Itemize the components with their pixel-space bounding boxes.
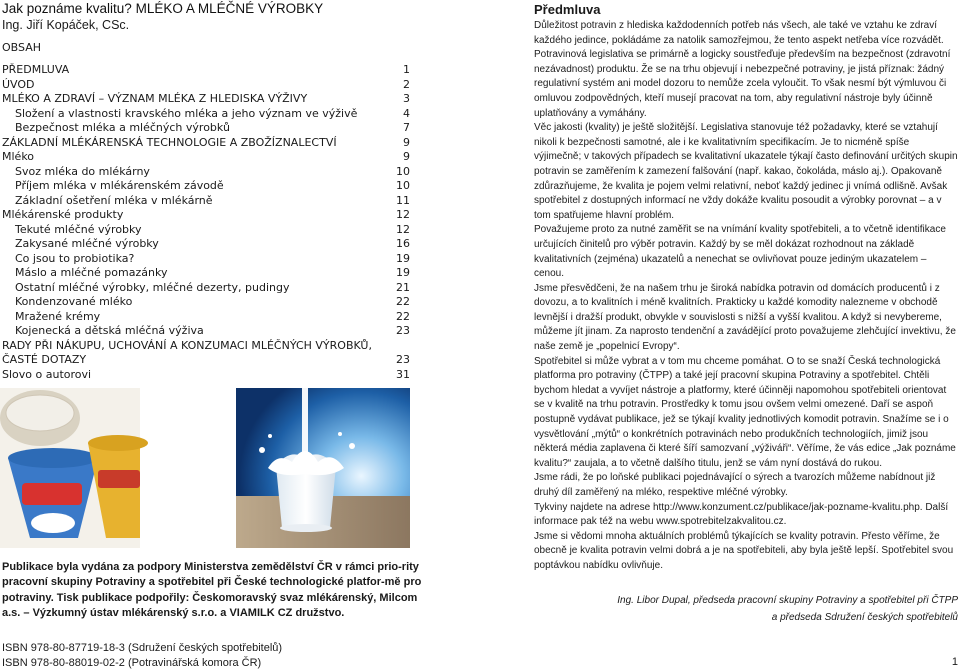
- toc-entry: [2, 368, 410, 383]
- toc-entry-page: 16: [396, 237, 410, 250]
- toc-entry: [2, 63, 410, 78]
- toc-entry-label: RADY PŘI NÁKUPU, UCHOVÁNÍ A KONZUMACI MLÉČNÝCH VÝROBKŮ,: [2, 338, 372, 352]
- toc-entry-page: 4: [403, 106, 410, 120]
- toc-entry: [2, 223, 410, 238]
- toc-entry: [2, 107, 410, 122]
- toc-entry-label: Mražené krémy: [15, 309, 101, 323]
- toc-entry-label: Svoz mléka do mlékárny: [15, 164, 150, 178]
- toc-entry-page: 19: [396, 266, 410, 279]
- table-of-contents: [2, 63, 410, 382]
- toc-entry-page: 7: [403, 121, 410, 134]
- author: Ing. Jiří Kopáček, CSc.: [2, 18, 130, 32]
- preface-paragraph: Jsme rádi, že po loňské publikaci pojednávající o sýrech a tvarozích můžeme nabídnout již druhý díl zaměřený na mléko, respektive mléčné výrobky.: [534, 472, 936, 498]
- toc-entry-page: 11: [396, 193, 410, 207]
- signature-line: a předseda Sdružení českých spotřebitelů: [771, 611, 958, 623]
- preface-paragraph: Potravinová legislativa se primárně a logicky soustřeďuje především na bezpečnost (zdravotní nezávadnost) produktu. Že se na trhu objevují i nebezpečné potraviny, je jistá příznak: žádný regulativní systém ani model dozoru to nemůže zcela vyloučit. To však nesmí být výmluvou či omluvou zodpovědných, kteří musejí pracovat na tom, aby regulativní nástroje byly účinně uplatňovány a vymáhány.: [534, 49, 951, 119]
- toc-entry-label: Máslo a mléčné pomazánky: [15, 266, 168, 279]
- toc-entry-page: 23: [396, 353, 410, 366]
- preface-paragraph: Spotřebitel si může vybrat a v tom mu chceme pomáhat. O to se snaží Česká technologická platforma pro potraviny (ČTPP) a také její pracovní skupina Potraviny a spotřebitel. Chtěli bychom hledat a vyvíjet nástroje a platformy, které účinněji napomohou spotřebiteli orientovat se v kvalitě na trhu potravin. Prostředky k tomu jsou ovšem velmi omezené. Daří se aspoň postupně vydávat publikace, jež se týkají kvality jednotlivých komodit potravin. Snažíme se i o vysvětlování „mýtů“ o konkrétních potravinách nebo produkčních technologiích, jimiž jsou některá média zaplavena či které šíří samozvaní „výživáři“. Věříme, že vás edice „Jak poznáme kvalitu?“ zaujala, a to včetně dalšího titulu, jenž se vám nyní dostává do rukou.: [534, 355, 956, 469]
- toc-entry-page: 23: [396, 324, 410, 337]
- toc-entry-page: 3: [403, 92, 410, 105]
- toc-entry-label: ÚVOD: [2, 77, 35, 91]
- toc-entry-label: ČASTÉ DOTAZY: [2, 353, 87, 366]
- toc-entry-label: ZÁKLADNÍ MLÉKÁRENSKÁ TECHNOLOGIE A ZBOŽÍZNALECTVÍ: [2, 135, 337, 149]
- toc-entry-label: Mlékárenské produkty: [2, 208, 124, 221]
- toc-entry-label: PŘEDMLUVA: [2, 63, 70, 76]
- preface-paragraph: Jsme přesvědčeni, že na našem trhu je široká nabídka potravin od domácích producentů i z dovozu, a to kvalitních i méně kvalitních. Prakticky u každé komodity nalezneme v obchodě levnější i dražší produkt, obvykle v souvislosti s nižší a vyšší kvalitou. A když si nevybereme, můžeme jít jinam. Za naprosto tendenční a zavádějící proto považujeme zlehčující invektivu, že naše země je „popelnicí Evropy“.: [534, 282, 956, 353]
- toc-entry-label: Ostatní mléčné výrobky, mléčné dezerty, pudingy: [15, 280, 290, 294]
- toc-entry-page: 2: [403, 77, 410, 91]
- toc-entry: [2, 339, 410, 354]
- toc-entry: [2, 150, 410, 165]
- toc-entry-page: 22: [396, 309, 410, 323]
- contents-heading: OBSAH: [2, 41, 41, 54]
- toc-entry-page: 19: [396, 251, 410, 265]
- preface-paragraph: Důležitost potravin z hlediska každodenních potřeb nás všech, ale také ve vztahu ke zdraví každého jedince, pokládáme za natolik samozřejmou, že tento aspekt netřeba více rozvádět.: [534, 20, 944, 46]
- toc-entry: [2, 92, 410, 107]
- toc-entry-page: 12: [396, 208, 410, 221]
- preface-paragraph: Tykviny najdete na adrese http://www.konzument.cz/publikace/jak-pozname-kvalitu.php. Další informace pak též na webu www.spotrebitelzakvalitou.cz.: [534, 501, 949, 528]
- toc-entry: [2, 324, 410, 339]
- toc-entry: [2, 136, 410, 151]
- toc-entry: [2, 237, 410, 252]
- preface-paragraph: Považujeme proto za nutné zaměřit se na vnímání kvality spotřebiteli, a to včetně identifikace určujících činitelů pro výběr potravin. Každý by se měl dokázat rozhodnout na základě kvalitativních (zejména) ukazatelů a nenechat se ovlivňovat pouze jediným ukazatelem – cenou.: [534, 224, 946, 280]
- isbn-line: ISBN 978-80-88019-02-2 (Potravinářská komora ČR): [2, 657, 262, 669]
- toc-entry-page: 12: [396, 222, 410, 236]
- toc-entry-page: 9: [403, 135, 410, 149]
- left-column: [2, 0, 410, 382]
- preface-signature: [534, 592, 958, 626]
- toc-entry: [2, 165, 410, 180]
- toc-entry: [2, 78, 410, 93]
- isbn-line: ISBN 978-80-87719-18-3 (Sdružení českých spotřebitelů): [2, 642, 283, 654]
- preface-paragraph: Věc jakosti (kvality) je ještě složitější. Legislativa stanovuje též požadavky, které se vztahují nikoli k bezpečnosti samotné, ale i ke kvalitativním specifikacím. Je to nicméně spíše výjimečně; v takových případech se kvalitativní ukazatele týkají často definování určitých skupin potravin se zaměřením k zamezení falšování (např. kakao, čokoláda, máslo aj.). Opakovaně zdůrazňujeme, že kvalita je pojem velmi relativní, neboť každý jedinec ji vnímá odlišně. Avšak spotřebitel z dostupných informací ne vždy dokáže kvalitu posoudit a výrobky porovnat – a v tom spatřujeme hlavní problém.: [534, 122, 958, 221]
- toc-entry: [2, 281, 410, 296]
- toc-entry: [2, 179, 410, 194]
- toc-entry-label: Bezpečnost mléka a mléčných výrobků: [15, 121, 230, 134]
- toc-entry: [2, 295, 410, 310]
- toc-entry-page: 31: [396, 367, 410, 381]
- toc-entry-label: Kondenzované mléko: [15, 295, 133, 308]
- toc-entry-label: Co jsou to probiotika?: [15, 251, 135, 265]
- toc-entry-label: MLÉKO A ZDRAVÍ – VÝZNAM MLÉKA Z HLEDISKA VÝŽIVY: [2, 92, 308, 105]
- page-title: Jak poznáme kvalitu? MLÉKO A MLÉČNÉ VÝROBKY: [2, 1, 324, 16]
- toc-entry: [2, 266, 410, 281]
- toc-entry: [2, 252, 410, 267]
- toc-entry-label: Kojenecká a dětská mléčná výživa: [15, 324, 204, 337]
- toc-entry-label: Zakysané mléčné výrobky: [15, 237, 159, 250]
- toc-entry-label: Slovo o autorovi: [2, 367, 92, 381]
- toc-entry-label: Mléko: [2, 150, 35, 163]
- toc-entry-page: 22: [396, 295, 410, 308]
- preface-paragraph: Jsme si vědomi mnoha aktuálních problémů týkajících se kvality potravin. Přesto věříme, že obecně je kvalita potravin velmi dobrá a je na spotřebiteli, aby byla ještě lepší. Spotřebitel svou poptávkou nabídku ovlivňuje.: [534, 530, 954, 571]
- toc-entry: [2, 121, 410, 136]
- publication-note: Publikace byla vydána za podpory Ministerstva zemědělství ČR v rámci prio-rity pracovní skupiny Potraviny a spotřebitel při České technologické platfor-mě pro potraviny. Tisk publikace podpořily: Českomoravský svaz mlékárenský, Milcom a.s. – Výzkumný ústav mlékárenský s.r.o. a VIAMILK CZ družstvo.: [2, 561, 422, 620]
- photo-illustration: [0, 388, 410, 548]
- preface-body: [534, 19, 958, 574]
- toc-entry: [2, 353, 410, 368]
- toc-entry-page: 10: [396, 179, 410, 192]
- toc-entry-label: Tekuté mléčné výrobky: [15, 222, 142, 236]
- page-number: 1: [951, 656, 958, 668]
- toc-entry-label: Základní ošetření mléka v mlékárně: [15, 193, 213, 207]
- toc-entry-label: Složení a vlastnosti kravského mléka a jeho význam ve výživě: [15, 106, 358, 120]
- signature-line: Ing. Libor Dupal, předseda pracovní skupiny Potraviny a spotřebitel při ČTPP: [617, 594, 958, 606]
- isbn-block: [2, 641, 282, 671]
- toc-entry-page: 9: [403, 150, 410, 163]
- toc-entry-page: 1: [403, 63, 410, 76]
- toc-entry: [2, 194, 410, 209]
- milk-products-photo: [0, 388, 410, 548]
- toc-entry-page: 10: [396, 164, 410, 178]
- preface-column: [534, 2, 958, 626]
- preface-heading: Předmluva: [534, 2, 601, 17]
- toc-entry: [2, 310, 410, 325]
- toc-entry-page: 21: [396, 280, 410, 294]
- toc-entry: [2, 208, 410, 223]
- toc-entry-label: Příjem mléka v mlékárenském závodě: [15, 179, 224, 192]
